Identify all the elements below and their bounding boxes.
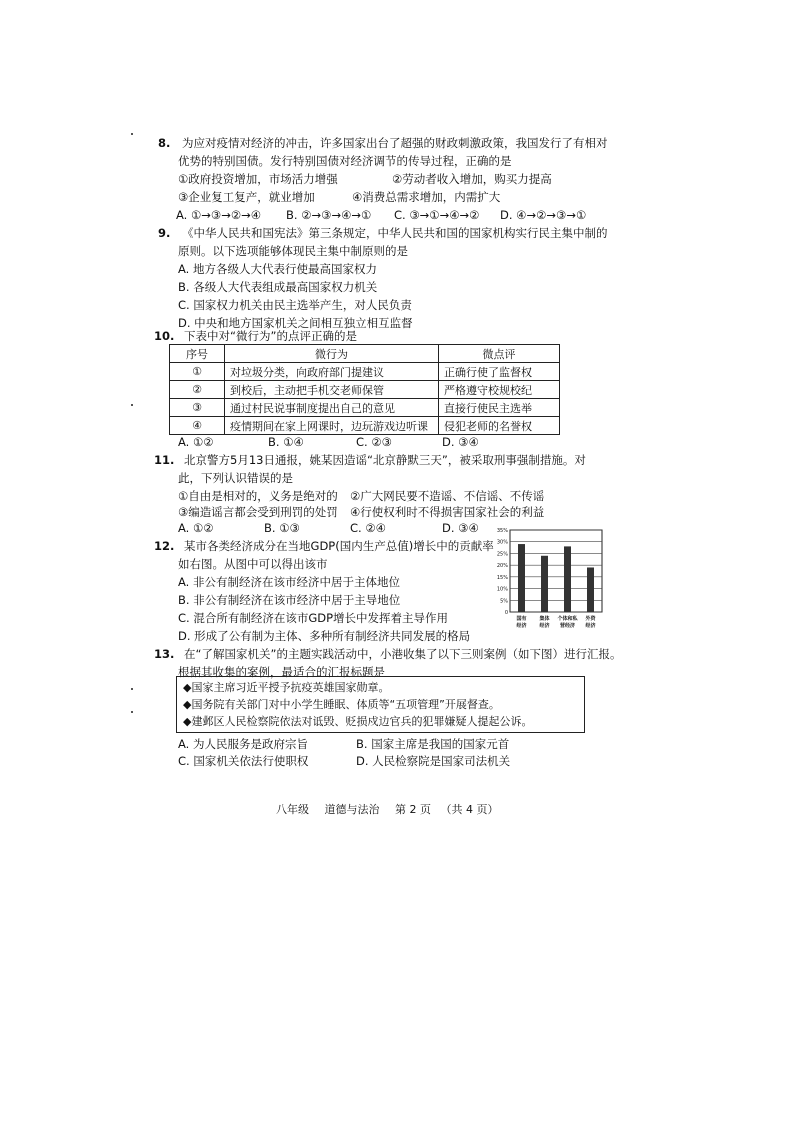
q13-stem-line2: 根据其收集的案例，最适合的汇报标题是: [178, 665, 385, 679]
q10-row4-number: ④: [170, 417, 225, 435]
q9-option-d: D. 中央和地方国家机关之间相互独立相互监督: [178, 316, 413, 330]
chart-category-label: 集体: [539, 616, 550, 622]
q10-number: 10.: [154, 329, 175, 343]
chart-bar: [587, 567, 594, 612]
q8-item4: ④消费总需求增加，内需扩大: [352, 190, 501, 204]
footer-total: （共 4 页）: [440, 803, 499, 816]
scan-speck: [131, 404, 133, 406]
table-row: [170, 399, 560, 417]
q8-item3: ③企业复工复产，就业增加: [178, 190, 315, 204]
chart-y-tick-label: 35%: [496, 528, 508, 534]
q13-option-c: C. 国家机关依法行使职权: [178, 754, 309, 768]
q13-case-box: [176, 676, 585, 733]
q10-row1-behavior: 对垃圾分类，向政府部门提建议: [225, 363, 439, 381]
q9-stem-line1: 9. 《中华人民共和国宪法》第三条规定，中华人民共和国的国家机构实行民主集中制的: [158, 226, 608, 240]
chart-y-tick-label: 10%: [496, 586, 508, 593]
q11-option-d: D. ③④: [442, 521, 479, 535]
q11-stem-line1: 11. 北京警方5月13日通报，姚某因造谣“北京静默三天”，被采取刑事强制措施。对: [154, 453, 586, 467]
chart-y-tick-label: 5%: [500, 598, 508, 605]
q10-row3-behavior: 通过村民说事制度提出自己的意见: [225, 399, 439, 417]
chart-category-label: 经济: [585, 623, 596, 629]
q13-option-b: B. 国家主席是我国的国家元首: [356, 737, 510, 751]
q10-row2-behavior: 到校后，主动把手机交老师保管: [225, 381, 439, 399]
chart-y-tick-label: 30%: [496, 539, 508, 546]
q12-option-a: A. 非公有制经济在该市经济中居于主体地位: [178, 575, 400, 589]
table-row: [170, 381, 560, 399]
q8-option-b: B. ②→③→④→①: [286, 208, 372, 222]
q10-table: [169, 344, 560, 435]
q8-stem-line2: 优势的特别国债。发行特别国债对经济调节的传导过程，正确的是: [178, 154, 512, 168]
chart-bar: [564, 546, 571, 612]
q8-option-c: C. ③→①→④→②: [394, 208, 480, 222]
q10-row1-comment: 正确行使了监督权: [439, 363, 560, 381]
q12-stem-line2: 如右图。从图中可以得出该市: [178, 557, 328, 571]
q9-option-b: B. 各级人大代表组成最高国家权力机关: [178, 280, 378, 294]
q9-number: 9.: [158, 226, 171, 240]
chart-category-label: 营经济: [559, 623, 576, 629]
scan-speck: [131, 133, 133, 135]
q13-case3: ◆建邺区人民检察院依法对诋毁、贬损戍边官兵的犯罪嫌疑人提起公诉。: [183, 715, 533, 728]
footer-subject: 道德与法治: [324, 803, 380, 816]
chart-category-label: 国有: [516, 616, 527, 622]
q10-header-behavior: 微行为: [225, 345, 439, 363]
table-row: [170, 417, 560, 435]
q13-case2: ◆国务院有关部门对中小学生睡眠、体质等“五项管理”开展督查。: [183, 698, 500, 711]
q8-stem-line1: 8. 为应对疫情对经济的冲击，许多国家出台了超强的财政刺激政策，我国发行了有相对: [158, 136, 608, 150]
q13-option-d: D. 人民检察院是国家司法机关: [356, 754, 511, 768]
q10-stem: 10. 下表中对“微行为”的点评正确的是: [154, 329, 357, 343]
q10-row2-comment: 严格遵守校规校纪: [439, 381, 560, 399]
q10-header-comment: 微点评: [439, 345, 560, 363]
q13-option-a: A. 为人民服务是政府宗旨: [178, 737, 308, 751]
q9-option-a: A. 地方各级人大代表行使最高国家权力: [178, 262, 377, 276]
q9-option-c: C. 国家权力机关由民主选举产生，对人民负责: [178, 298, 412, 312]
q11-item4: ④行使权利时不得损害国家社会的利益: [350, 505, 545, 519]
chart-category-label: 外资: [585, 616, 596, 622]
q10-row4-comment: 侵犯老师的名誉权: [439, 417, 560, 435]
q12-number: 12.: [154, 539, 175, 553]
q12-option-d: D. 形成了公有制为主体、多种所有制经济共同发展的格局: [178, 629, 471, 643]
q11-option-b: B. ①③: [264, 521, 300, 535]
q12-bar-chart: [494, 524, 606, 636]
q8-option-d: D. ④→②→③→①: [500, 208, 587, 222]
q12-option-c: C. 混合所有制经济在该市GDP增长中发挥着主导作用: [178, 611, 449, 625]
q10-option-b: B. ①④: [268, 435, 304, 449]
q10-option-c: C. ②③: [356, 435, 392, 449]
q10-row3-number: ③: [170, 399, 225, 417]
q10-option-d: D. ③④: [442, 435, 479, 449]
page-footer: [276, 801, 499, 817]
q12-option-b: B. 非公有制经济在该市经济中居于主导地位: [178, 593, 401, 607]
chart-category-label: 个体和私: [557, 616, 578, 622]
q10-row2-number: ②: [170, 381, 225, 399]
q12-stem-line1: 12. 某市各类经济成分在当地GDP(国内生产总值)增长中的贡献率: [154, 539, 494, 553]
q11-item2: ②广大网民要不造谣、不信谣、不传谣: [350, 489, 545, 503]
q10-header-number: 序号: [170, 345, 225, 363]
q8-number: 8.: [158, 136, 171, 150]
q10-table-header: [170, 345, 560, 363]
q11-item1: ①自由是相对的，义务是绝对的: [178, 489, 338, 503]
scan-speck: [131, 688, 133, 690]
q8-item1: ①政府投资增加，市场活力增强: [178, 172, 338, 186]
q10-row3-comment: 直接行使民主选举: [439, 399, 560, 417]
chart-y-tick-label: 15%: [496, 574, 508, 581]
chart-y-tick-label: 25%: [496, 551, 508, 558]
q11-stem-line2: 此，下列认识错误的是: [178, 471, 293, 485]
chart-y-tick-label: 20%: [496, 563, 508, 570]
scan-speck: [131, 711, 133, 713]
table-row: [170, 363, 560, 381]
q11-item3: ③编造谣言都会受到刑罚的处罚: [178, 505, 338, 519]
q11-number: 11.: [154, 453, 175, 467]
q8-option-a: A. ①→③→②→④: [176, 208, 262, 222]
chart-bar: [541, 556, 548, 612]
q11-option-c: C. ②④: [350, 521, 386, 535]
chart-category-label: 经济: [516, 623, 527, 629]
footer-page: 第 2 页: [395, 803, 431, 816]
q8-item2: ②劳动者收入增加，购买力提高: [392, 172, 552, 186]
q10-row1-number: ①: [170, 363, 225, 381]
q9-stem-line2: 原则。以下选项能够体现民主集中制原则的是: [178, 244, 408, 258]
q13-stem-line1: 13. 在“了解国家机关”的主题实践活动中，小港收集了以下三则案例（如下图）进行汇报。: [154, 647, 622, 661]
chart-y-tick-label: 0: [504, 610, 508, 616]
q13-number: 13.: [154, 647, 175, 661]
q13-case1: ◆国家主席习近平授予抗疫英雄国家勋章。: [183, 681, 390, 694]
q10-row4-behavior: 疫情期间在家上网课时，边玩游戏边听课: [225, 417, 439, 435]
q11-option-a: A. ①②: [178, 521, 214, 535]
q10-option-a: A. ①②: [178, 435, 214, 449]
chart-category-label: 经济: [539, 623, 550, 629]
footer-grade: 八年级: [276, 803, 309, 816]
chart-bar: [518, 544, 525, 612]
